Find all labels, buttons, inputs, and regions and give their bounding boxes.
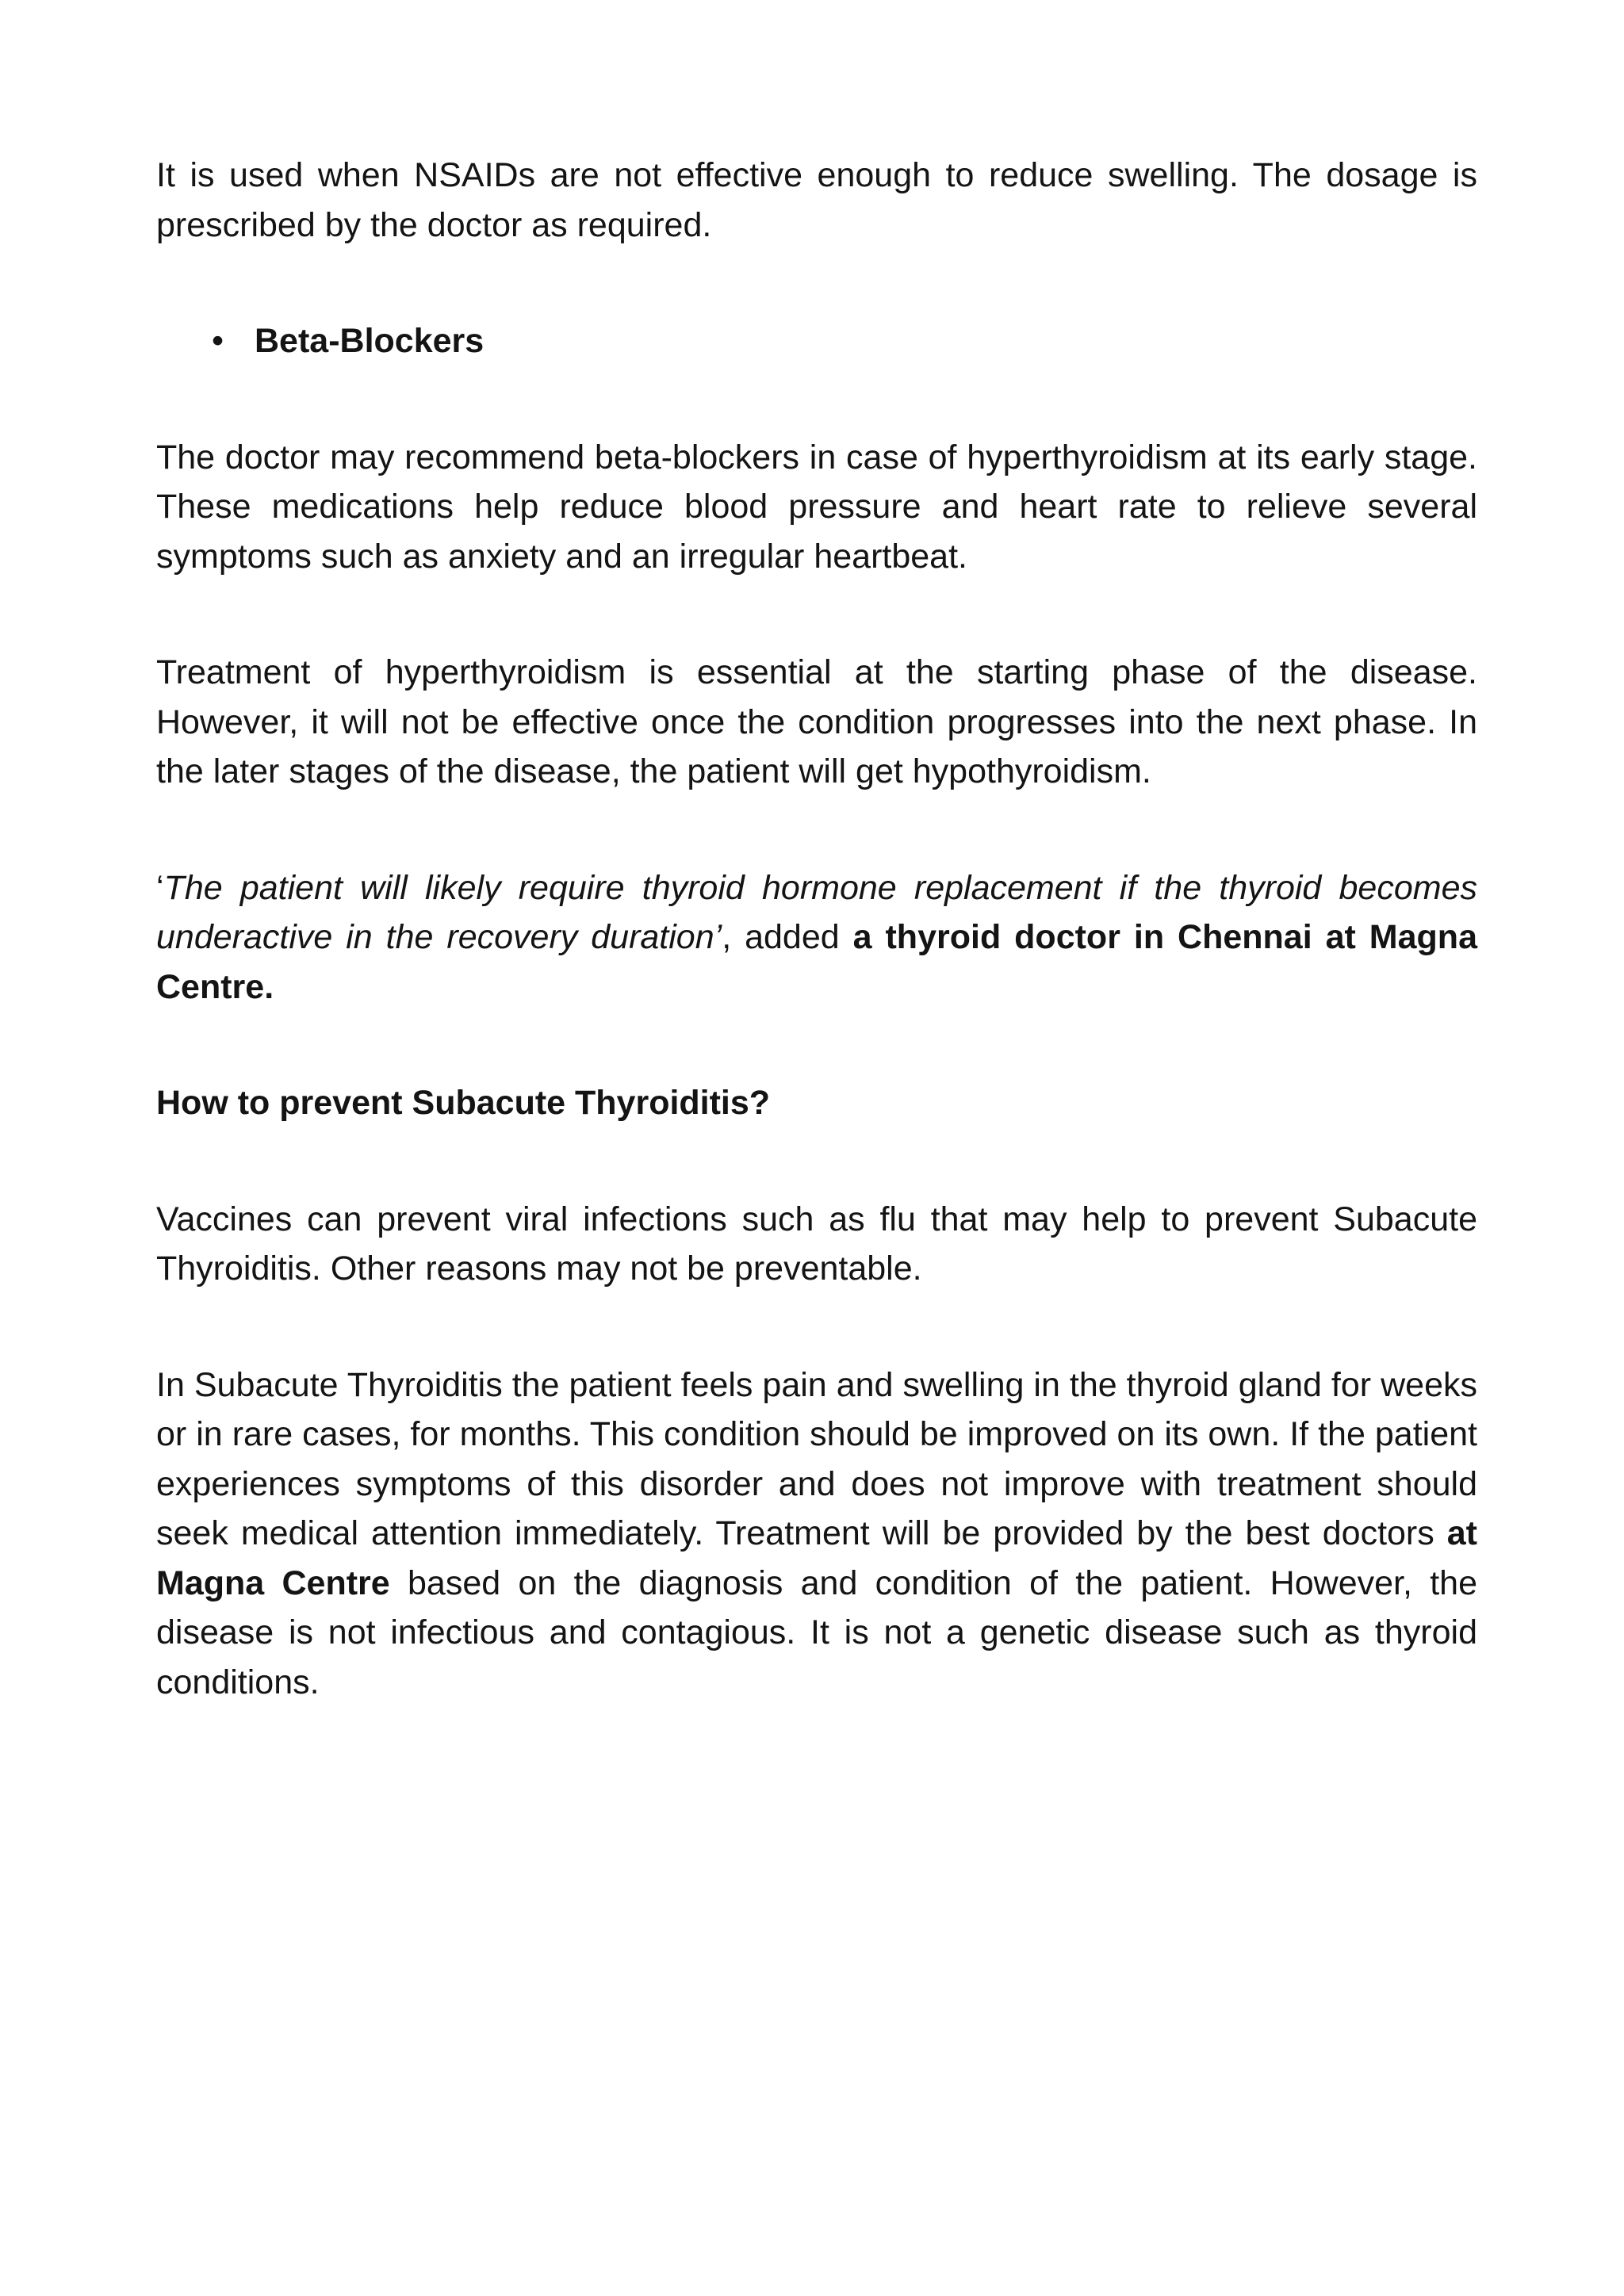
document-page xyxy=(156,151,1477,1707)
quote-middle-text: , added xyxy=(722,918,853,956)
paragraph-vaccines: Vaccines can prevent viral infections such as flu that may help to prevent Subacute Thyroiditis. Other reasons may not be preventable. xyxy=(156,1200,1477,1288)
paragraph-nsaids: It is used when NSAIDs are not effective enough to reduce swelling. The dosage is prescribed by the doctor as required. xyxy=(156,156,1477,244)
quote-open-mark: ‘ xyxy=(156,868,164,907)
final-bold-text: at Magna Centre xyxy=(156,1514,1477,1602)
paragraph-final xyxy=(156,1360,1477,1708)
bullet-marker: • xyxy=(212,322,224,360)
paragraph-quote xyxy=(156,863,1477,1012)
bullet-item-beta-blockers xyxy=(156,316,1477,366)
final-text-after: based on the diagnosis and condition of the patient. However, the disease is not infectious and contagious. It is not a genetic disease such as thyroid conditions. xyxy=(156,1563,1477,1701)
final-text-before: In Subacute Thyroiditis the patient feels pain and swelling in the thyroid gland for weeks or in rare cases, for months. This condition should be improved on its own. If the patient experiences symptoms of this disorder and does not improve with treatment should seek medical attention immediately. Treatment will be provided by the best doctors xyxy=(156,1365,1477,1552)
quote-italic-text: The patient will likely require thyroid hormone replacement if the thyroid becomes underactive in the recovery duration’ xyxy=(156,868,1477,956)
paragraph-beta-blockers: The doctor may recommend beta-blockers in case of hyperthyroidism at its early stage. These medications help reduce blood pressure and heart rate to relieve several symptoms such as anxiety and an irregular heartbeat. xyxy=(156,438,1477,576)
section-heading-prevent: How to prevent Subacute Thyroiditis? xyxy=(156,1084,771,1122)
paragraph-treatment: Treatment of hyperthyroidism is essential at the starting phase of the disease. However, it will not be effective once the condition progresses into the next phase. In the later stages of the disease, the patient will get hypothyroidism. xyxy=(156,653,1477,790)
quote-bold-attribution: a thyroid doctor in Chennai at Magna Centre. xyxy=(156,918,1477,1006)
bullet-label: Beta-Blockers xyxy=(255,322,485,360)
